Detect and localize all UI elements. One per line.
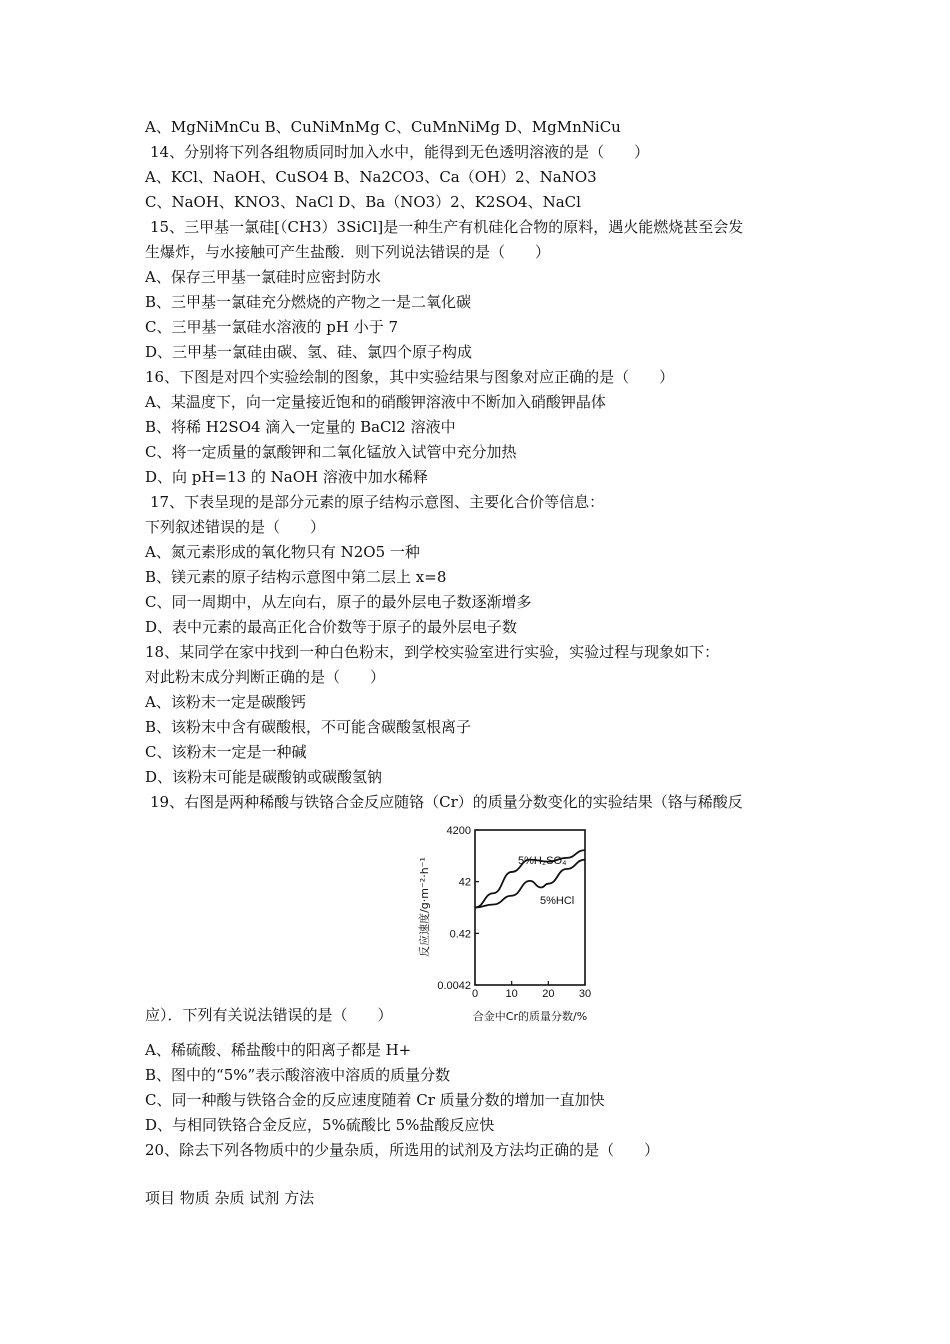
text-line-28: 应）．下列有关说法错误的是（ ） xyxy=(145,1006,393,1024)
text-line-8: C、三甲基一氯硅水溶液的 pH 小于 7 xyxy=(145,318,399,336)
text-line-34: 项目 物质 杂质 试剂 方法 xyxy=(145,1189,315,1207)
text-line-33: 20、除去下列各物质中的少量杂质，所选用的试剂及方法均正确的是（ ） xyxy=(145,1141,660,1159)
text-line-21: 18、某同学在家中找到一种白色粉末，到学校实验室进行实验，实验过程与现象如下： xyxy=(145,643,720,661)
text-line-24: B、该粉末中含有碳酸根，不可能含碳酸氢根离子 xyxy=(145,718,472,736)
text-line-5: 生爆炸，与水接触可产生盐酸．则下列说法错误的是（ ） xyxy=(145,243,551,261)
text-line-15: 17、下表呈现的是部分元素的原子结构示意图、主要化合价等信息： xyxy=(150,493,605,511)
text-line-13: C、将一定质量的氯酸钾和二氧化锰放入试管中充分加热 xyxy=(145,443,517,461)
text-line-22: 对此粉末成分判断正确的是（ ） xyxy=(145,668,386,686)
text-line-26: D、该粉末可能是碳酸钠或碳酸氢钠 xyxy=(145,768,383,786)
text-line-6: A、保存三甲基一氯硅时应密封防水 xyxy=(145,268,381,286)
text-line-10: 16、下图是对四个实验绘制的图象，其中实验结果与图象对应正确的是（ ） xyxy=(145,368,675,386)
text-line-25: C、该粉末一定是一种碱 xyxy=(145,743,307,761)
x-tick-label: 0 xyxy=(471,988,479,1000)
text-line-20: D、表中元素的最高正化合价数等于原子的最外层电子数 xyxy=(145,618,518,636)
y-tick-label: 4200 xyxy=(446,825,471,837)
y-axis-label: 反应速度/g·m⁻²·h⁻¹ xyxy=(418,857,431,957)
text-line-31: C、同一种酸与铁铬合金的反应速度随着 Cr 质量分数的增加一直加快 xyxy=(145,1091,605,1109)
x-axis-label: 合金中Cr的质量分数/% xyxy=(472,1010,588,1023)
text-line-3: C、NaOH、KNO3、NaCl D、Ba（NO3）2、K2SO4、NaCl xyxy=(145,193,581,211)
text-line-18: B、镁元素的原子结构示意图中第二层上 x=8 xyxy=(145,568,447,586)
text-line-14: D、向 pH=13 的 NaOH 溶液中加水稀释 xyxy=(145,468,428,486)
text-line-0: A、MgNiMnCu B、CuNiMnMg C、CuMnNiMg D、MgMnNiCu xyxy=(145,118,621,136)
text-line-12: B、将稀 H2SO4 滴入一定量的 BaCl2 溶液中 xyxy=(145,418,456,436)
x-tick-label: 30 xyxy=(578,988,592,1000)
text-line-7: B、三甲基一氯硅充分燃烧的产物之一是二氧化碳 xyxy=(145,293,472,311)
text-line-16: 下列叙述错误的是（ ） xyxy=(145,518,326,536)
y-tick-label: 0.0042 xyxy=(437,980,471,992)
text-line-32: D、与相同铁铬合金反应，5%硫酸比 5%盐酸反应快 xyxy=(145,1116,495,1134)
text-line-17: A、氮元素形成的氧化物只有 N2O5 一种 xyxy=(145,543,420,561)
series-label-hcl: 5%HCl xyxy=(540,895,575,907)
text-line-23: A、该粉末一定是碳酸钙 xyxy=(145,693,306,711)
text-line-2: A、KCl、NaOH、CuSO4 B、Na2CO3、Ca（OH）2、NaNO3 xyxy=(145,168,597,186)
text-line-4: 15、三甲基一氯硅[（CH3）3SiCl]是一种生产有机硅化合物的原料，遇火能燃烧甚至会发 xyxy=(150,218,744,236)
series-label-h2so4: 5%H₂SO₄ xyxy=(518,855,567,867)
plot-frame xyxy=(475,830,585,985)
text-line-19: C、同一周期中，从左向右，原子的最外层电子数逐渐增多 xyxy=(145,593,532,611)
text-line-29: A、稀硫酸、稀盐酸中的阳离子都是 H+ xyxy=(145,1041,412,1059)
text-line-1: 14、分别将下列各组物质同时加入水中，能得到无色透明溶液的是（ ） xyxy=(150,143,650,161)
text-line-27: 19、右图是两种稀酸与铁铬合金反应随铬（Cr）的质量分数变化的实验结果（铬与稀酸反 xyxy=(150,793,743,811)
x-tick-label: 10 xyxy=(505,988,518,1000)
text-line-30: B、图中的“5%”表示酸溶液中溶质的质量分数 xyxy=(145,1066,451,1084)
reaction-rate-chart xyxy=(410,822,610,1027)
text-line-11: A、某温度下，向一定量接近饱和的硝酸钾溶液中不断加入硝酸钾晶体 xyxy=(145,393,606,411)
y-tick-label: 42 xyxy=(458,876,471,889)
y-tick-label: 0.42 xyxy=(449,928,471,941)
x-tick-label: 20 xyxy=(542,988,555,1000)
text-line-9: D、三甲基一氯硅由碳、氢、硅、氯四个原子构成 xyxy=(145,343,473,361)
